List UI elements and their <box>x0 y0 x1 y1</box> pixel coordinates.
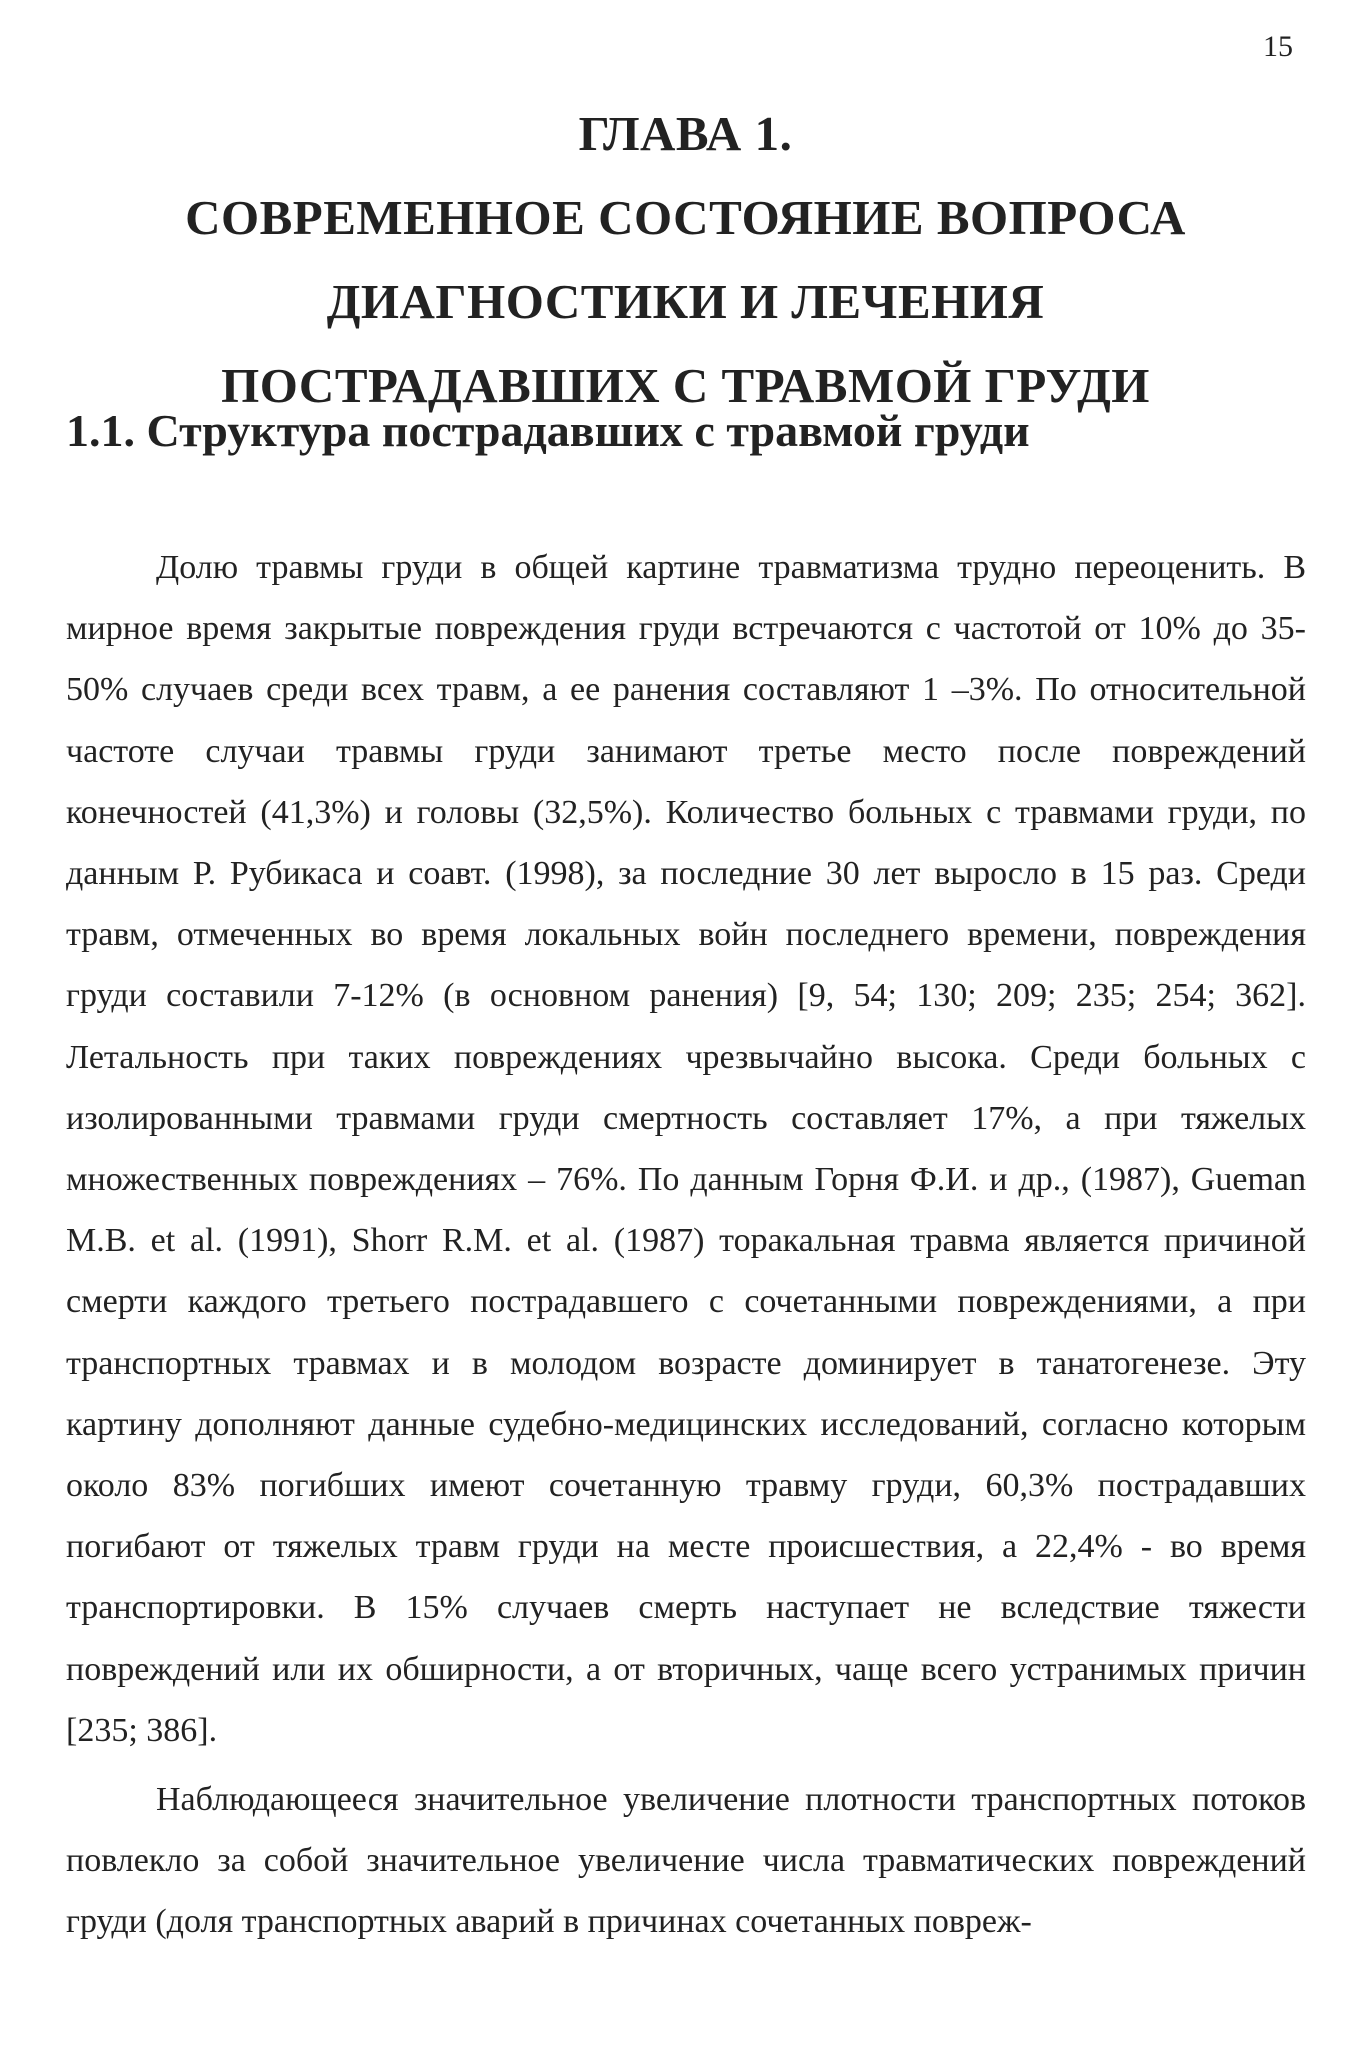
paragraph: Долю травмы груди в общей картине травматизма трудно переоценить. В мирное время закрытые повреждения груди встречаются с частотой от 10% до 35-50% случаев среди всех травм, а ее ранения составляют 1 –3%. По относительной частоте случаи травмы груди занимают третье место после повреждений конечностей (41,3%) и головы (32,5%). Количество больных с травмами груди, по данным Р. Рубикаса и соавт. (1998), за последние 30 лет выросло в 15 раз. Среди травм, отмеченных во время локальных войн последнего времени, повреждения груди составили 7-12% (в основном ранения) [9, 54; 130; 209; 235; 254; 362]. Летальность при таких повреждениях чрезвычайно высока. Среди больных с изолированными травмами груди смертность составляет 17%, а при тяжелых множественных повреждениях – 76%. По данным Горня Ф.И. и др., (1987), Gueman M.B. et al. (1991), Shorr R.M. et al. (1987) торакальная травма является причиной смерти каждого третьего пострадавшего с сочетанными повреждениями, а при транспортных травмах и в молодом возрасте доминирует в танатогенезе. Эту картину дополняют данные судебно-медицинских исследований, согласно которым около 83% погибших имеют сочетанную травму груди, 60,3% пострадавших погибают от тяжелых травм груди на месте происшествия, а 22,4% - во время транспортировки. В 15% случаев смерть наступает не вследствие тяжести повреждений или их обширности, а от вторичных, чаще всего устранимых причин [235; 386]. <box>66 549 1306 1749</box>
paragraph: Наблюдающееся значительное увеличение плотности транспортных потоков повлекло за собой значительное увеличение числа травматических повреждений груди (доля транспортных аварий в причинах сочетанных повреж- <box>66 1781 1306 1941</box>
chapter-title-line: ПОСТРАДАВШИХ С ТРАВМОЙ ГРУДИ <box>221 358 1150 413</box>
section-title: 1.1. Структура пострадавших с травмой груди <box>66 405 1030 456</box>
body-text <box>66 537 1306 1953</box>
chapter-title-line: ДИАГНОСТИКИ И ЛЕЧЕНИЯ <box>326 274 1045 329</box>
chapter-title-line: ГЛАВА 1. <box>578 106 793 161</box>
chapter-heading <box>0 92 1371 428</box>
page-number: 15 <box>1263 30 1293 63</box>
chapter-title-line: СОВРЕМЕННОЕ СОСТОЯНИЕ ВОПРОСА <box>185 190 1186 245</box>
